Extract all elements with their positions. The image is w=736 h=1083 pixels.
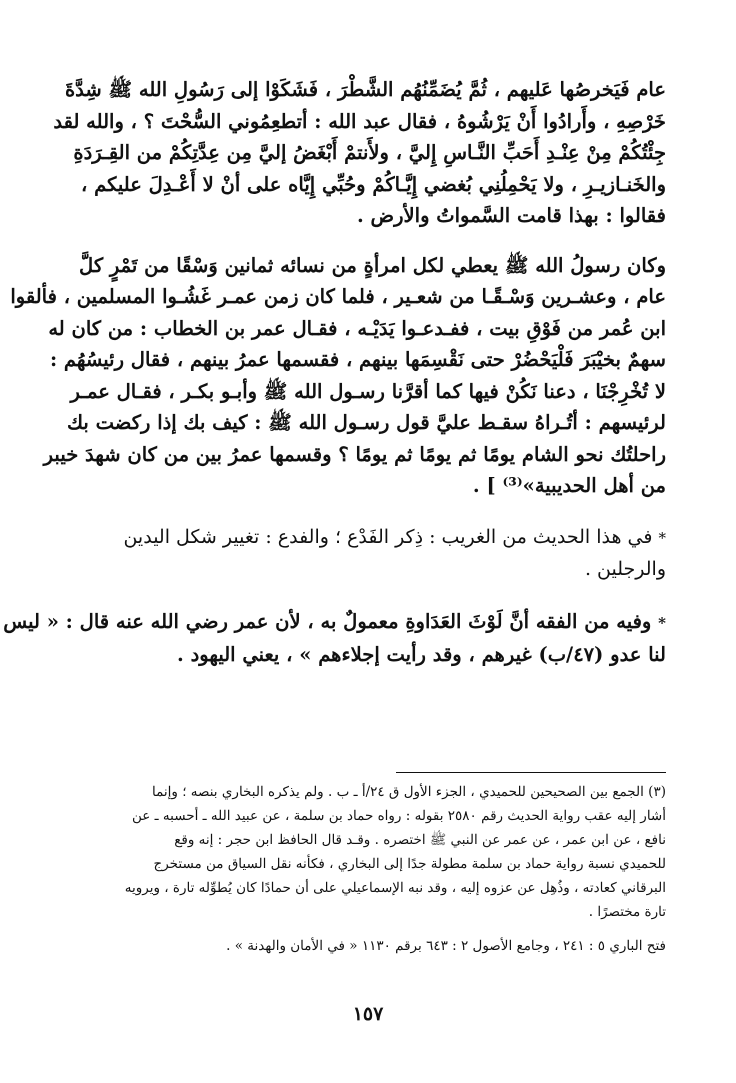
footnote-divider [396, 772, 666, 773]
page-number: ١٥٧ [352, 1003, 384, 1025]
footnote-line: تارة مختصرًا . [588, 904, 666, 920]
text-line-content: في هذا الحديث من الغريب : ذِكر الفَدْع ؛ والفدع : تغيير شكل اليدين [123, 525, 653, 548]
text-line: عام ، وعشـرين وَسْـقًـا من شعـير ، فلما كان زمن عمـر غَشُـوا المسلمين ، فألقوا [10, 285, 666, 308]
text-line [3, 606, 666, 640]
text-line: فقالوا : بهذا قامت السَّمواتُ والأرض . [356, 204, 666, 227]
text-line: لنا عدو (٤٧/ب) غيرهم ، وقد رأيت إجلاءهم » ، يعني اليهود . [177, 643, 666, 666]
text-line: لرئيسهم : أتُـراهُ سقـط عليَّ قول رسـول الله ﷺ : كيف بك إذا ركضت بك [67, 411, 666, 434]
text-line: لا تُخْرِجْنَا ، دعنا نَكُنْ فيها كما أقرَّنا رسـول الله ﷺ وأبـو بكـر ، فقـال عمـر [70, 379, 666, 403]
footnote-line: البرقاني كعادته ، وذُهِل عن عزوه إليه ، وقد نبه الإسماعيلي على أن حمادًا كان يُطوِّله تارة ، ويرويه [124, 880, 666, 896]
bullet-fiqh-note [3, 606, 666, 671]
text-line: راحلتُك نحو الشام يومًا ثم يومًا ثم يومًا ؟ وقسمها عمرُ بين من كان شهدَ خيبر [43, 442, 666, 466]
paragraph-hadith-khaybar [53, 74, 666, 232]
text-line: عام فَيَخرصُها عَليهم ، ثُمَّ يُضَمِّنُهُم الشَّطْرَ ، فَشَكَوْا إلى رَسُولِ الله ﷺ شِدَّةَ [64, 78, 666, 101]
footnote-line: للحميدي نسبة رواية حماد بن سلمة مطولة جدًا إلى البخاري ، فكأنه نقل السياق من مستخرج [153, 856, 666, 872]
bullet-star-icon: * [658, 528, 666, 547]
text-line: جِئْتُكُمْ مِنْ عِنْـدِ أَحَبِّ النَّـاسِ إِليَّ ، ولأَنتمْ أَبْغَضُ إليَّ مِن عِدَّتِكُمْ من القِـرَدَةِ [73, 141, 666, 164]
footnote-reference: فتح الباري ٥ : ٢٤١ ، وجامع الأصول ٢ : ٦٤٣ برقم ١١٣٠ « في الأمان والهدنة » . [226, 938, 666, 954]
footnote-line: (٣) الجمع بين الصحيحين للحميدي ، الجزء الأول ق ٢٤/أ ـ ب . ولم يذكره البخاري بنصه ؛ وإنما [151, 784, 666, 800]
text-line: والرجلين . [584, 558, 666, 580]
text-line: والخَنـازيـرِ ، ولا يَحْمِلُنِي بُغضي إِيَّـاكُمْ وحُبِّي إِيَّاه على أنْ لا أَعْـدِلَ عليكم ، [81, 172, 666, 196]
bullet-star-icon: * [658, 613, 666, 632]
text-line: خَرْصِهِ ، وأَرادُوا أَنْ يَرْشُوهُ ، فقال عبد الله : أتطعِمُوني السُّحْتَ ؟ ، والله لقد [53, 109, 666, 133]
footnote-line: نافع ، عن ابن عمر ، عن عمر عن النبي ﷺ اختصره . وقـد قال الحافظ ابن حجر : إنه وقع [174, 832, 666, 848]
paragraph-wives-portion [10, 250, 666, 502]
footnotes [74, 780, 666, 958]
text-line [74, 522, 666, 555]
text-line: وكان رسولُ الله ﷺ يعطي لكل امرأةٍ من نسائه ثمانين وَسْقًا من تَمْرٍ كلَّ [79, 253, 666, 277]
footnote-line: أشار إليه عقب رواية الحديث رقم ٢٥٨٠ بقوله : رواه حماد بن سلمة ، عن عبيد الله ـ أحسبه ـ عن [132, 808, 666, 824]
text-line: من أهل الحديبية»⁽³⁾ ] . [472, 474, 666, 497]
text-line: سهمٌ بخيْبَرَ فَلْيَحْضُرْ حتى نَقْسِمَها بينهم ، فقسمها عمرُ بينهم ، فقال رئيسُهُم : [49, 348, 666, 371]
text-line: ابن عُمر من فَوْقِ بيت ، ففـدعـوا يَدَيْـه ، فقـال عمر بن الخطاب : من كان له [48, 316, 666, 340]
bullet-gharib-note [74, 522, 666, 586]
text-line-content: وفيه من الفقه أنَّ لَوْثَ العَدَاوةِ معمولٌ به ، لأن عمر رضي الله عنه قال : « ليس [3, 609, 652, 633]
